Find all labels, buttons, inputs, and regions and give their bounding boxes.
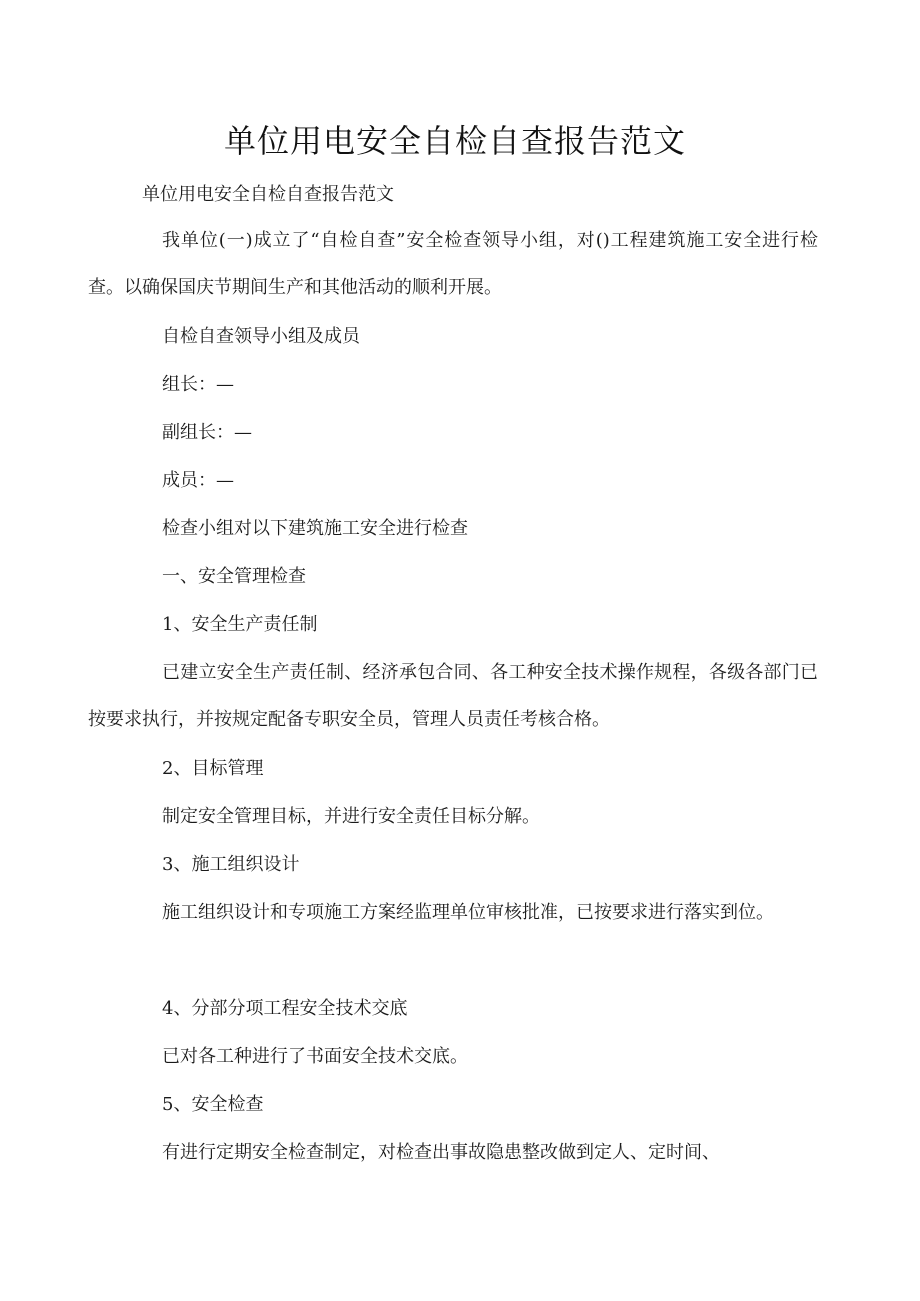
section-heading: 一、安全管理检查	[162, 566, 306, 587]
item-5-title: 5、安全检查	[162, 1094, 264, 1115]
item-2-body: 制定安全管理目标，并进行安全责任目标分解。	[162, 806, 540, 827]
members-line: 成员：—	[162, 470, 234, 491]
document-title: 单位用电安全自检自查报告范文	[223, 122, 686, 160]
item-1-body: 已建立安全生产责任制、经济承包合同、各工种安全技术操作规程，各级各部门已按要求执行，并按规定配备专职安全员，管理人员责任考核合格。	[88, 662, 818, 730]
intro-paragraph: 我单位(一)成立了“自检自查”安全检查领导小组，对()工程建筑施工安全进行检查。以确保国庆节期间生产和其他活动的顺利开展。	[88, 230, 818, 298]
item-4-title: 4、分部分项工程安全技术交底	[162, 998, 408, 1019]
leader-line: 组长：—	[162, 374, 234, 395]
scope-line: 检查小组对以下建筑施工安全进行检查	[162, 518, 468, 539]
item-2-title: 2、目标管理	[162, 758, 264, 779]
item-3-title: 3、施工组织设计	[162, 854, 300, 875]
item-4-body: 已对各工种进行了书面安全技术交底。	[162, 1046, 468, 1067]
team-heading: 自检自查领导小组及成员	[162, 326, 360, 347]
deputy-leader-line: 副组长：—	[162, 422, 252, 443]
item-3-body: 施工组织设计和专项施工方案经监理单位审核批准，已按要求进行落实到位。	[162, 902, 774, 923]
document-subtitle: 单位用电安全自检自查报告范文	[142, 184, 394, 205]
item-5-body: 有进行定期安全检查制定，对检查出事故隐患整改做到定人、定时间、	[162, 1142, 720, 1163]
item-1-title: 1、安全生产责任制	[162, 614, 318, 635]
